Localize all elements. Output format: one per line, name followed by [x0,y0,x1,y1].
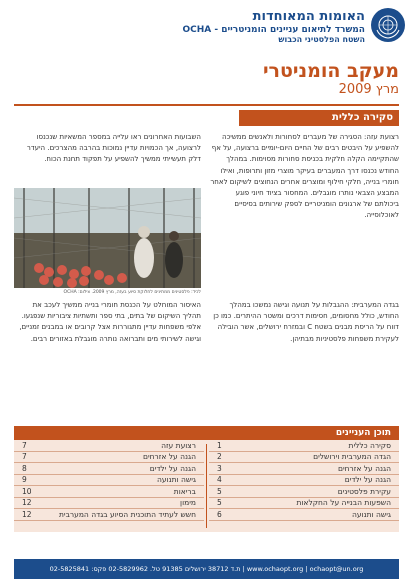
toc-item[interactable] [209,475,399,487]
toc-item-label: הגדה המערבית וירושלים [313,452,391,462]
footer-contact: ת.ד 38712 ירושלים 91385 טל. 02-5829962 פקס: 02-5825841 | www.ochaopt.org | ochaopt@un.org [14,559,399,579]
toc-item-page: 5 [217,498,222,508]
toc-item-label: מימון [180,498,196,508]
toc-item-page: 6 [217,509,222,519]
toc-item-page: 12 [22,509,32,519]
toc-item[interactable] [14,463,204,475]
toc-item-label: עקירת פלסטינים [337,486,391,496]
toc-item-page: 3 [217,463,222,473]
toc-heading: תוכן העניינים [14,426,399,440]
organization-name [135,10,365,44]
toc-item-page: 7 [22,452,27,462]
org-line-2: OCHA - המשרד לתיאום עניינים הומניטריים [182,24,365,35]
toc-item-label: הגנה על אזרחים [142,452,196,462]
table-of-contents [14,440,399,532]
toc-item-label: הגנה על ילדים [149,463,196,473]
toc-item[interactable] [14,452,204,464]
title-block [263,60,399,97]
toc-item-label: הגנה על אזרחים [337,463,391,473]
toc-item[interactable] [14,475,204,487]
toc-item[interactable] [209,452,399,464]
toc-item-page: 12 [22,498,32,508]
toc-item-page: 4 [217,475,222,485]
un-emblem-icon [371,8,405,42]
body-text-right-bottom: בגדה המערבית: ההגבלות על תנועה וגישה נמשכו במהלך החודש, כולל מחסומים, חסימות דרכים ומשטר ההיתרים. כמו כן דווח על הריסת מבנים בשטח C ובמזרח ירושלים, אשר הובילה לעקירת משפחות פלסטיניות מבתיהן. [213,301,399,343]
toc-item[interactable] [209,509,399,521]
section-heading-overview: סקירה כללית [239,110,399,126]
toc-item-label: גישה ותנועה [157,475,196,485]
toc-item[interactable] [14,509,204,521]
toc-item-label: השפעות הבנייה על החקלאות [296,498,391,508]
body-text-left-bottom: האיסור המוחלט על הכנסת חומרי בנייה ממשיך לעכב את תהליך השיקום של בתים, בתי ספר ותשתיות ציבוריות שנפגעו. אלפי משפחות עדיין מתגוררות אצל קרובים או במבנים זמניים, וגישה לשירותי מים ותברואה נותרה מוגבלת באזורים רבים. [19,301,201,343]
toc-item-page: 10 [22,486,32,496]
body-text-left-top: השבועות האחרונים ראו עלייה במספר המשאיות שנכנסו לרצועה, אך הכמויות עדיין נמוכות בהרבה מהצרכים. היעדר דלק תעשייתי ממשיך להשפיע על תפקוד תחנת הכוח. [26,133,201,164]
photo [14,188,201,288]
header [0,0,413,52]
page-title: מעקב הומניטרי [262,60,399,82]
page-subtitle: מרץ 2009 [338,82,399,97]
toc-column-left [14,440,204,532]
toc-item-label: גישה ותנועה [352,509,391,519]
toc-item[interactable] [14,440,204,452]
toc-item-label: הגנה על ילדים [344,475,391,485]
body-text-right-top: רצועת עזה: הסגירה של מעברים לסחורות ולאנשים ממשיכה להשפיע על היבטים רבים של החיים היום-יומיים ברצועה, על אף שהתקיימה הקלה חלקית בכניסת סחורות מסוימות. במהלך החודש נכנסו דרך המעברים בעיקר מוצרי מזון ותרופות, ואילו חומרי בנייה, חלקי חילוף ומוצרים אחרים הנחוצים לשיקום לאחר המבצע הצבאי נותרו מוגבלים. המחסור בציוד חיוני פוגע ביכולתם של ארגונים הומניטריים לספק שירותים בסיסיים לאוכלוסייה. [210,133,399,220]
org-line-3: השטח הפלסטיני הכבוש [278,35,365,45]
toc-item-page: 7 [22,440,27,450]
toc-divider [206,444,207,528]
toc-item[interactable] [209,486,399,498]
toc-item-page: 1 [217,440,222,450]
toc-item-label: בריאות [173,486,196,496]
toc-item-page: 8 [22,463,27,473]
toc-item-label: חשש לעתיד התוכנית הסיוע בגדה המערבית [58,509,196,519]
toc-item-label: סקירה כללית [348,440,391,450]
org-line-1: האומות המאוחדות [252,9,365,24]
toc-item[interactable] [209,463,399,475]
toc-item[interactable] [209,498,399,510]
toc-item-label: רצועת עזה [161,440,196,450]
toc-item[interactable] [14,486,204,498]
title-divider [14,104,399,106]
toc-item[interactable] [209,440,399,452]
photo-caption: לכיד: פלסטינים ממתינים לחלוקת סיוע בעזה, מרץ 2009. צילום: OCHA [63,290,201,295]
photo-illustration [14,188,201,288]
toc-item[interactable] [14,498,204,510]
toc-item-page: 9 [22,475,27,485]
toc-item-page: 2 [217,452,222,462]
toc-column-right [209,440,399,532]
toc-item-page: 5 [217,486,222,496]
